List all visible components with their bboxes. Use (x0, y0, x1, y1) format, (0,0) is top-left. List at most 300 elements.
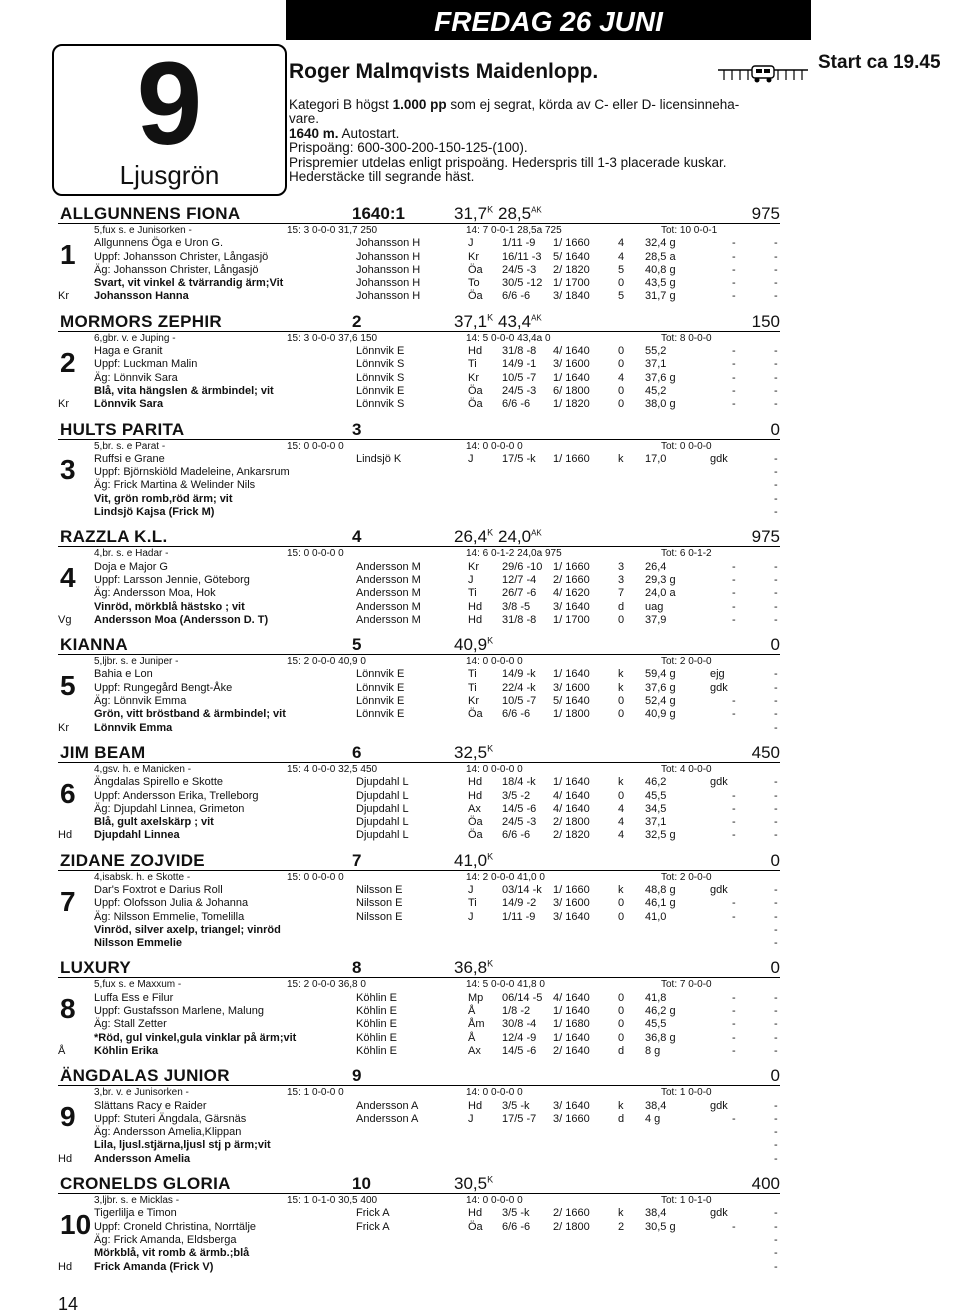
race-place: 0 (618, 910, 625, 923)
race-result: 3/ 1640 (553, 910, 590, 923)
race-place: 0 (618, 1031, 625, 1044)
race-dash-2: - (774, 1112, 778, 1125)
race-dash-2: - (774, 802, 778, 815)
track-code: Kr (58, 398, 69, 411)
horse-detail-line (58, 722, 780, 735)
race-date: 30/5 -12 (502, 277, 543, 290)
horse-record-number: 4 (352, 527, 362, 547)
race-time: 40,8 g (645, 263, 676, 276)
horse-info-text: Vinröd, mörkblå hästsko ; vit (94, 600, 245, 613)
horse-entry (58, 312, 780, 420)
race-driver: Andersson A (356, 1099, 419, 1112)
track-code: Hd (58, 829, 73, 842)
track-code: Kr (58, 290, 69, 303)
race-dash-2: - (774, 883, 778, 896)
race-result: 1/ 1640 (553, 1005, 590, 1018)
race-dash-2: - (774, 721, 778, 734)
race-date: 3/8 -5 (502, 600, 531, 613)
race-dash-2: - (774, 560, 778, 573)
race-time: 26,4 (645, 560, 667, 573)
horse-info-text: Uppf: Andersson Erika, Trelleborg (94, 789, 259, 802)
race-driver: Djupdahl L (356, 776, 409, 789)
race-result: 2/ 1820 (553, 829, 590, 842)
stats-total: Tot: 2 0-0-0 (661, 871, 712, 883)
stats-total: Tot: 10 0-0-1 (661, 225, 718, 236)
post-position: 1 (60, 238, 76, 270)
horse-info-text: Lönnvik Emma (94, 721, 173, 734)
horse-pedigree: 4,gsv. h. e Manicken - (94, 763, 192, 775)
horse-km-time: $41,0^K$ (454, 850, 494, 870)
race-date: 6/6 -6 (502, 708, 531, 721)
horse-record-number: 2 (352, 311, 362, 331)
horse-stats-line (58, 224, 780, 237)
date-banner: FREDAG 26 JUNI (286, 0, 811, 40)
race-dash-2: - (774, 776, 778, 789)
race-date: 24/5 -3 (502, 816, 537, 829)
horse-info-text: Tigerlilja e Timon (94, 1207, 177, 1220)
horse-entry (58, 1174, 780, 1282)
race-driver: Köhlin E (356, 1044, 397, 1057)
horse-winnings: 400 (751, 1174, 780, 1194)
horse-info-text: Äg: Frick Amanda, Eldsberga (94, 1233, 237, 1246)
race-place: 4 (618, 829, 625, 842)
stats-2014: 14: 0 0-0-0 0 (466, 440, 523, 452)
race-result: 1/ 1800 (553, 708, 590, 721)
horse-name: RAZZLA K.L. (60, 527, 168, 547)
race-dash-2: - (774, 1044, 778, 1057)
horse-stats-line (58, 332, 780, 345)
race-driver: Nilsson E (356, 910, 403, 923)
race-driver: Köhlin E (356, 1018, 397, 1031)
stats-2015: 15: 0 0-0-0 0 (287, 440, 344, 452)
race-dash-2: - (774, 506, 778, 519)
race-dash-1: - (732, 1220, 736, 1233)
horse-detail-line (58, 924, 780, 937)
race-track: Hd (468, 776, 483, 789)
race-driver: Köhlin E (356, 1031, 397, 1044)
race-place: 3 (618, 573, 625, 586)
stats-2014: 14: 2 0-0-0 41,0 0 (466, 871, 545, 883)
race-dash-1: - (732, 802, 736, 815)
race-driver: Andersson M (356, 560, 421, 573)
horse-winnings: 0 (770, 635, 780, 655)
horse-detail-line (58, 1247, 780, 1260)
horse-km-time: $32,5^K$ (454, 742, 494, 762)
race-dash-2: - (774, 237, 778, 250)
race-time: 48,8 g (645, 883, 676, 896)
horse-auto-time: $28,5^{AK}$ (498, 204, 542, 223)
horse-detail-line (58, 506, 780, 519)
race-time: 45,5 (645, 1018, 667, 1031)
race-track: Öa (468, 1220, 483, 1233)
horse-info-text: *Röd, gul vinkel,gula vinklar på ärm;vit (94, 1031, 297, 1044)
race-dash-2: - (774, 1126, 778, 1139)
race-result: 4/ 1640 (553, 802, 590, 815)
race-date: 10/5 -7 (502, 695, 537, 708)
race-result: 3/ 1640 (553, 600, 590, 613)
race-dash-1: - (732, 910, 736, 923)
race-place: 0 (618, 708, 625, 721)
race-place: k (618, 668, 624, 681)
horse-info-text: Äg: Lönnvik Sara (94, 371, 178, 384)
race-time: 37,1 (645, 816, 667, 829)
horse-stats-line (58, 655, 780, 668)
race-time: 37,9 (645, 613, 667, 626)
track-code: Hd (58, 1260, 73, 1273)
race-date: 10/5 -7 (502, 371, 537, 384)
race-place: k (618, 681, 624, 694)
stats-2015: 15: 0 0-0-0 0 (287, 548, 344, 560)
race-track: Hd (468, 1207, 483, 1220)
race-date: 18/4 -k (502, 776, 536, 789)
race-driver: Johansson H (356, 277, 421, 290)
race-place: 4 (618, 237, 625, 250)
race-dash-2: - (774, 910, 778, 923)
race-dash-1: - (732, 695, 736, 708)
race-time: 32,4 g (645, 237, 676, 250)
race-result: 3/ 1600 (553, 897, 590, 910)
race-dash-2: - (774, 479, 778, 492)
horse-winnings: 150 (751, 311, 780, 331)
horse-detail-line (58, 1100, 780, 1113)
race-result: 4/ 1640 (553, 789, 590, 802)
race-dash-1: - (732, 897, 736, 910)
race-driver: Lönnvik E (356, 668, 405, 681)
race-track: Öa (468, 263, 483, 276)
race-result: 1/ 1700 (553, 613, 590, 626)
race-place: 2 (618, 1220, 625, 1233)
race-driver: Köhlin E (356, 991, 397, 1004)
track-code: Kr (58, 721, 69, 734)
race-result: 1/ 1640 (553, 776, 590, 789)
race-place: k (618, 452, 624, 465)
horse-info-text: Ängdalas Spirello e Skotte (94, 776, 224, 789)
race-dash-1: - (732, 613, 736, 626)
horse-info-text: Uppf: Rungegård Bengt-Åke (94, 681, 233, 694)
post-position: 4 (60, 562, 76, 594)
race-driver: Andersson M (356, 573, 421, 586)
race-driver: Lindsjö K (356, 452, 402, 465)
race-dash-1: - (732, 789, 736, 802)
race-driver: Andersson M (356, 587, 421, 600)
horse-km-time: $37,1^K$ (454, 311, 494, 331)
race-dash-2: - (774, 398, 778, 411)
race-date: 14/5 -6 (502, 1044, 537, 1057)
horse-header (58, 743, 780, 763)
race-date: 1/11 -9 (502, 237, 536, 250)
horse-entry (58, 527, 780, 635)
horse-pedigree: 4,isabsk. h. e Skotte - (94, 871, 191, 883)
race-dash-1: - (732, 277, 736, 290)
race-result: 5/ 1640 (553, 250, 590, 263)
post-position: 9 (60, 1101, 76, 1133)
race-result: 1/ 1640 (553, 1031, 590, 1044)
race-dash-2: - (774, 587, 778, 600)
race-place: k (618, 776, 624, 789)
stats-2014: 14: 7 0-0-1 28,5a 725 (466, 225, 562, 236)
race-driver: Frick A (356, 1220, 390, 1233)
horse-name: KIANNA (60, 635, 128, 655)
horse-info-text: Luffa Ess e Filur (94, 991, 174, 1004)
race-place: 3 (618, 560, 625, 573)
horse-record-number: 6 (352, 742, 362, 762)
horse-info-text: Svart, vit vinkel & tvärrandig ärm;Vit (94, 277, 284, 290)
race-time: 36,8 g (645, 1031, 676, 1044)
race-track: Åm (468, 1018, 485, 1031)
horse-info-text: Mörkblå, vit romb & ärmb.;blå (94, 1247, 250, 1260)
horse-info-text: Köhlin Erika (94, 1044, 159, 1057)
race-dash-2: - (774, 600, 778, 613)
race-note: ejg (710, 668, 725, 681)
horse-info-text: Andersson Moa (Andersson D. T) (94, 613, 269, 626)
race-track: J (468, 910, 474, 923)
horse-info-text: Vit, grön romb,röd ärm; vit (94, 492, 233, 505)
race-dash-1: - (732, 829, 736, 842)
race-dash-1: - (732, 398, 736, 411)
horse-info-text: Äg: Lönnvik Emma (94, 695, 187, 708)
horse-info-text: Äg: Andersson Amelia,Klippan (94, 1126, 242, 1139)
horse-header (58, 635, 780, 655)
stats-2014: 14: 0 0-0-0 0 (466, 1087, 523, 1099)
stats-2015: 15: 2 0-0-0 36,8 0 (287, 979, 366, 991)
race-result: 1/ 1680 (553, 1018, 590, 1031)
race-dash-1: - (732, 384, 736, 397)
stats-2014: 14: 5 0-0-0 43,4a 0 (466, 332, 551, 344)
stats-2014: 14: 0 0-0-0 0 (466, 1195, 523, 1207)
race-driver: Lönnvik E (356, 345, 405, 358)
horse-stats-line (58, 763, 780, 776)
race-date: 14/9 -1 (502, 358, 537, 371)
track-code: Hd (58, 1152, 73, 1165)
race-time: 34,5 (645, 802, 667, 815)
horse-info-text: Äg: Andersson Moa, Hok (94, 587, 216, 600)
horse-detail-line (58, 290, 780, 303)
horse-entry (58, 204, 780, 312)
race-date: 17/5 -7 (502, 1112, 537, 1125)
horse-winnings: 0 (770, 850, 780, 870)
race-result: 3/ 1640 (553, 1099, 590, 1112)
race-track: Ax (468, 802, 481, 815)
horse-record-number: 10 (352, 1174, 371, 1194)
race-time: 31,7 g (645, 290, 676, 303)
horse-entry (58, 420, 780, 528)
race-result: 4/ 1640 (553, 345, 590, 358)
race-place: 4 (618, 250, 625, 263)
horse-detail-line (58, 493, 780, 506)
race-track: Kr (468, 250, 479, 263)
race-time: 8 g (645, 1044, 661, 1057)
race-dash-2: - (774, 371, 778, 384)
entries-list (58, 204, 780, 1282)
horse-km-time: $30,5^K$ (454, 1174, 494, 1194)
race-date: 26/7 -6 (502, 587, 537, 600)
horse-info-text: Äg: Johansson Christer, Långasjö (94, 263, 259, 276)
race-time: 41,0 (645, 910, 667, 923)
race-dash-2: - (774, 681, 778, 694)
post-position: 10 (60, 1208, 92, 1240)
horse-detail-line (58, 385, 780, 398)
race-time: 45,5 (645, 789, 667, 802)
race-track: Öa (468, 384, 483, 397)
race-time: 37,1 (645, 358, 667, 371)
horse-header (58, 1066, 780, 1086)
race-track: Ti (468, 358, 477, 371)
race-track: J (468, 1112, 474, 1125)
horse-detail-line (58, 937, 780, 950)
post-position: 7 (60, 885, 76, 917)
horse-info-text: Uppf: Croneld Christina, Norrtälje (94, 1220, 257, 1233)
race-time: 37,6 g (645, 371, 676, 384)
race-dash-2: - (774, 452, 778, 465)
race-dash-2: - (774, 1233, 778, 1246)
race-driver: Nilsson E (356, 897, 403, 910)
race-result: 3/ 1840 (553, 290, 590, 303)
race-dash-1: - (732, 560, 736, 573)
horse-info-text: Lönnvik Sara (94, 398, 164, 411)
horse-winnings: 0 (770, 1066, 780, 1086)
race-dash-1: - (732, 371, 736, 384)
race-place: 0 (618, 1018, 625, 1031)
race-dash-2: - (774, 897, 778, 910)
race-driver: Andersson M (356, 613, 421, 626)
race-date: 3/5 -2 (502, 789, 531, 802)
race-dash-1: - (732, 573, 736, 586)
race-track: J (468, 452, 474, 465)
race-time: 17,0 (645, 452, 667, 465)
race-time: 38,0 g (645, 398, 676, 411)
horse-header (58, 204, 780, 224)
race-date: 14/9 -k (502, 668, 536, 681)
horse-pedigree: 5,fux s. e Junisorken - (94, 225, 192, 236)
race-driver: Andersson A (356, 1112, 419, 1125)
horse-detail-line (58, 1005, 780, 1018)
race-driver: Lönnvik S (356, 371, 405, 384)
horse-name: ALLGUNNENS FIONA (60, 204, 241, 223)
race-note: gdk (710, 452, 728, 465)
horse-detail-line (58, 453, 780, 466)
race-date: 3/5 -k (502, 1207, 530, 1220)
horse-stats-line (58, 1086, 780, 1099)
race-date: 16/11 -3 (502, 250, 542, 263)
horse-km-time: $40,9^K$ (454, 635, 494, 655)
autostart-car-icon (718, 62, 808, 84)
race-place: k (618, 883, 624, 896)
race-date: 14/5 -6 (502, 802, 537, 815)
race-dash-2: - (774, 1031, 778, 1044)
race-result: 2/ 1800 (553, 816, 590, 829)
race-driver: Frick A (356, 1207, 390, 1220)
race-dash-2: - (774, 816, 778, 829)
race-date: 29/6 -10 (502, 560, 543, 573)
race-note: gdk (710, 681, 728, 694)
horse-stats-line (58, 978, 780, 991)
race-time: 38,4 (645, 1099, 667, 1112)
horse-detail-line (58, 1032, 780, 1045)
horse-info-text: Uppf: Gustafsson Marlene, Malung (94, 1005, 264, 1018)
post-position: 3 (60, 454, 76, 486)
race-date: 31/8 -8 (502, 613, 537, 626)
horse-detail-line (58, 601, 780, 614)
race-title: Roger Malmqvists Maidenlopp. (289, 60, 599, 83)
race-date: 1/11 -9 (502, 910, 536, 923)
race-dash-2: - (774, 668, 778, 681)
race-dash-1: - (732, 250, 736, 263)
horse-info-text: Ruffsi e Grane (94, 452, 165, 465)
race-number-box (52, 38, 287, 196)
race-dash-2: - (774, 1207, 778, 1220)
race-time: 41,8 (645, 991, 667, 1004)
race-dash-2: - (774, 923, 778, 936)
race-time: 40,9 g (645, 708, 676, 721)
race-driver: Djupdahl L (356, 802, 409, 815)
race-track: Ti (468, 897, 477, 910)
race-date: 31/8 -8 (502, 345, 537, 358)
race-date: 03/14 -k (502, 883, 542, 896)
race-track: Öa (468, 398, 483, 411)
stats-2014: 14: 0 0-0-0 0 (466, 656, 523, 668)
race-track: Å (468, 1005, 476, 1018)
race-track: Öa (468, 829, 483, 842)
horse-stats-line (58, 1194, 780, 1207)
race-place: 0 (618, 398, 625, 411)
race-condition-line: Prispremier utdelas enligt prispoäng. Hederspris till 1-3 placerade kuskar. (289, 154, 727, 170)
race-dash-2: - (774, 991, 778, 1004)
horse-record-number: 8 (352, 958, 362, 978)
race-track: Öa (468, 290, 483, 303)
race-track: Hd (468, 600, 483, 613)
race-dash-2: - (774, 263, 778, 276)
race-track: J (468, 573, 474, 586)
race-dash-2: - (774, 1152, 778, 1165)
race-result: 1/ 1660 (553, 883, 590, 896)
horse-pedigree: 5,fux s. e Maxxum - (94, 979, 182, 991)
horse-detail-line (58, 1153, 780, 1166)
race-place: 0 (618, 897, 625, 910)
horse-entry (58, 851, 780, 959)
horse-detail-line (58, 776, 780, 789)
race-place: d (618, 1044, 625, 1057)
race-driver: Djupdahl L (356, 829, 409, 842)
race-color: Ljusgrön (119, 160, 220, 190)
stats-2014: 14: 6 0-1-2 24,0a 975 (466, 548, 562, 560)
race-condition-line: Hederstäcke till segrande häst. (289, 169, 475, 185)
horse-header (58, 1174, 780, 1194)
horse-detail-line (58, 1261, 780, 1274)
race-date: 12/7 -4 (502, 573, 537, 586)
horse-info-text: Blå, vita hängslen & ärmbindel; vit (94, 384, 274, 397)
race-dash-1: - (732, 263, 736, 276)
horse-detail-line (58, 829, 780, 842)
race-time: 45,2 (645, 384, 667, 397)
race-dash-2: - (774, 1005, 778, 1018)
post-position: 8 (60, 993, 76, 1025)
race-dash-2: - (774, 384, 778, 397)
stats-2015: 15: 1 0-0-0 0 (287, 1087, 344, 1099)
horse-info-text: Slättans Racy e Raider (94, 1099, 207, 1112)
race-dash-1: - (732, 237, 736, 250)
race-dash-2: - (774, 573, 778, 586)
horse-detail-line (58, 1139, 780, 1152)
race-dash-1: - (732, 290, 736, 303)
horse-detail-line (58, 1113, 780, 1126)
race-date: 14/9 -2 (502, 897, 537, 910)
race-track: Hd (468, 789, 483, 802)
race-dash-1: - (732, 1005, 736, 1018)
race-date: 6/6 -6 (502, 829, 531, 842)
race-track: Ax (468, 1044, 481, 1057)
race-condition-line: Prispoäng: 600-300-200-150-125-(100). (289, 140, 528, 156)
race-time: uag (645, 600, 664, 613)
